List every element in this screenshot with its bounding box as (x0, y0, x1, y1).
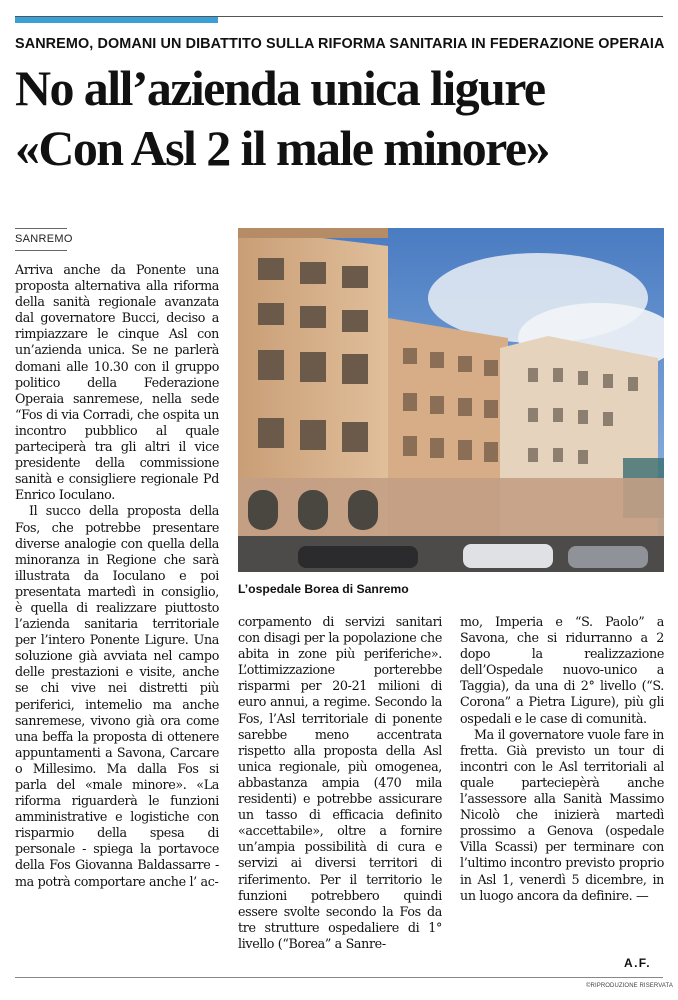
col1-paragraph-1: Arriva anche da Ponente una proposta alternativa alla riforma della sanità regionale avanzata dal governatore Bucci, deciso a rimpiazzare le cinque Asl con un’azienda unica. Se ne parlerà domani alle 10.30 con il gruppo politico della Federazione Operaia sanremese, nella sede “Fos di via Corradi, che ospita un incontro pubblico al quale parteciperà tra gli altri il vice presidente della commissione sanità e consigliere regionale Pd Enrico Ioculano. (15, 262, 219, 503)
section-rule-top (15, 228, 67, 229)
article-kicker: SANREMO, DOMANI UN DIBATTITO SULLA RIFORMA SANITARIA IN FEDERAZIONE OPERAIA (15, 36, 665, 52)
col3-paragraph-1: mo, Imperia e “S. Paolo” a Savona, che si ridurranno a 2 dopo la realizzazione dell’Ospedale nuovo-unico a Taggia), da una di 2° livello (“S. Corona” a Pietra Ligure), più gli ospedali e le case di comunità. (460, 614, 664, 726)
photo-caption: L’ospedale Borea di Sanremo (238, 582, 409, 596)
copyright-notice: ©RIPRODUZIONE RISERVATA (586, 983, 673, 989)
section-rule-bottom (15, 250, 67, 251)
author-signature: A.F. (624, 956, 651, 970)
article-column-2 (238, 614, 442, 952)
col3-paragraph-2: Ma il governatore vuole fare in fretta. Già previsto un tour di incontri con le Asl territoriali al quale parteciepèrà anche l’assessore alla Sanità Massimo Nicolò che inizierà martedì prossimo a Genova (ospedale Villa Scassi) per terminare con l’ultimo incontro previsto proprio in Asl 1, venerdì 5 dicembre, in un luogo ancora da definire. — (460, 726, 664, 903)
accent-bar (15, 17, 218, 23)
col2-paragraph-1: corpamento di servizi sanitari con disagi per la popolazione che abita in zone più periferiche». L’ottimizzazione porterebbe risparmi per 20-21 milioni di euro annui, a regime. Secondo la Fos, l’Asl territoriale di ponente sarebbe meno accentrata rispetto alla proposta della Asl unica regionale, più omogenea, abbastanza ampia (470 mila residenti) e potrebbe assicurare un tasso di efficacia definito «accettabile», oltre a fornire un’ampia possibilità di cura e servizi ai diversi territori di riferimento. Per il territorio le funzioni potrebbero quindi essere svolte secondo la Fos da tre strutture ospedaliere di 1° livello (“Borea” a Sanre- (238, 614, 442, 951)
headline-line-2: «Con Asl 2 il male minore» (15, 120, 549, 176)
hospital-building-illustration (238, 228, 664, 572)
col1-paragraph-2: Il succo della proposta della Fos, che potrebbe presentare diverse analogie con quella della minoranza in Regione che sarà illustrata da Ioculano e poi presentata martedì in consiglio, è quella di realizzare piuttosto l’azienda sanitaria territoriale per l’intero Ponente Ligure. Una soluzione già avviata nel campo delle prestazioni e visite, anche se chi vive nei distretti più periferici, intemelio ma anche sanremese, vivono già ora come una beffa la proposta di ottenere appuntamenti a Savona, Carcare o Millesimo. Ma dalla Fos si parla del «male minore». «La riforma riguarderà le funzioni amministrative e logistiche con risparmio della spesa di personale - spiega la portavoce della Fos Giovanna Baldassarre - ma potrà comportare anche l’ ac- (15, 503, 219, 889)
section-label: SANREMO (15, 233, 73, 245)
headline-line-1: No all’azienda unica ligure (15, 60, 545, 116)
article-headline (15, 58, 675, 178)
bottom-rule (15, 977, 663, 978)
hospital-photo (238, 228, 664, 572)
article-column-1 (15, 262, 219, 890)
article-column-3 (460, 614, 664, 904)
